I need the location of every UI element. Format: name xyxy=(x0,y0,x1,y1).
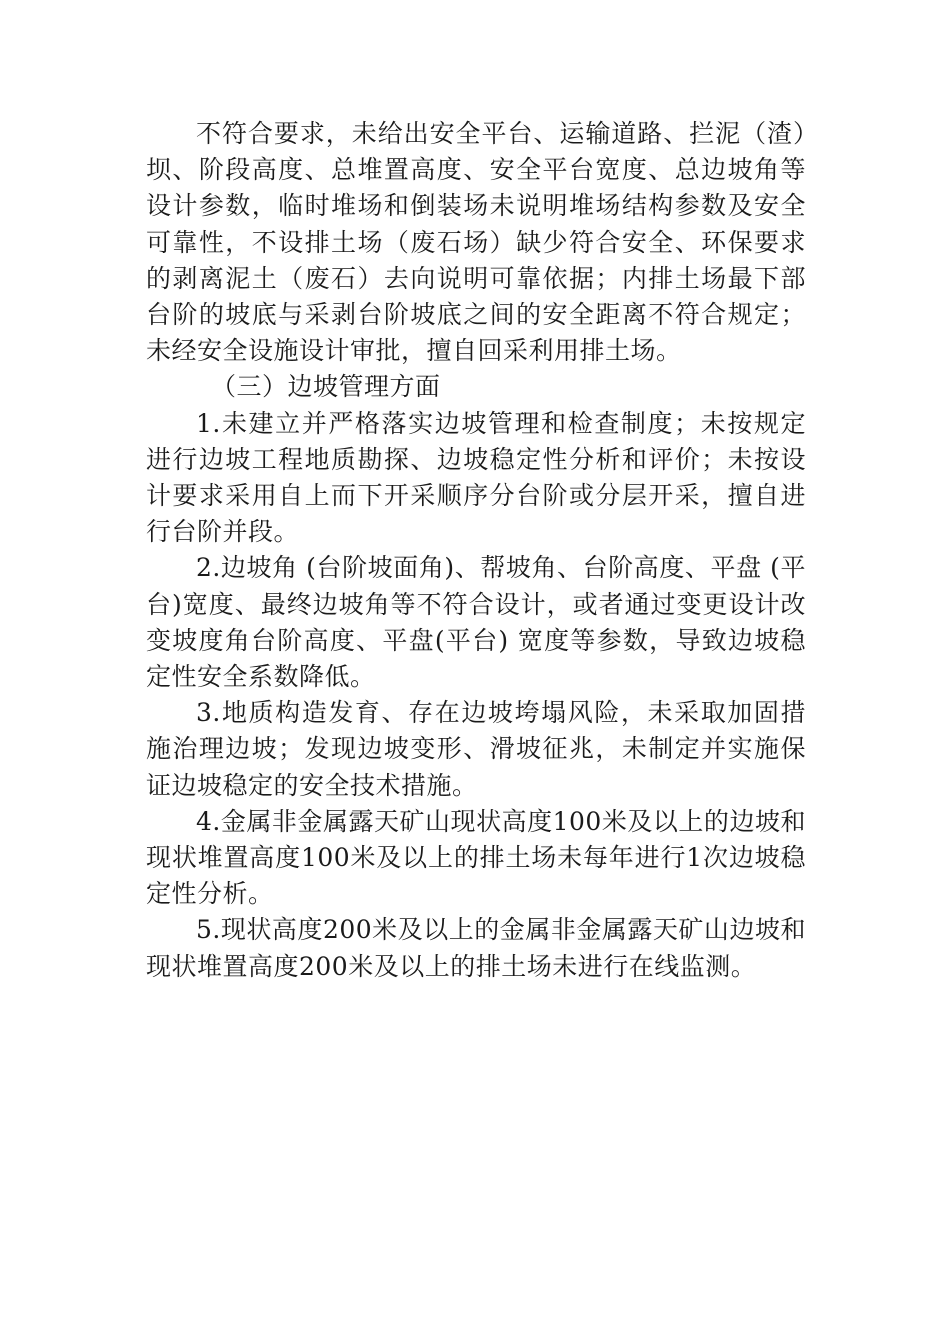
paragraph-item-1: 1.未建立并严格落实边坡管理和检查制度；未按规定进行边坡工程地质勘探、边坡稳定性分析和评价；未按设计要求采用自上而下开采顺序分台阶或分层开采，擅自进行台阶并段。 xyxy=(146,408,806,547)
paragraph-item-3: 3.地质构造发育、存在边坡垮塌风险，未采取加固措施治理边坡；发现边坡变形、滑坡征兆，未制定并实施保证边坡稳定的安全技术措施。 xyxy=(146,698,806,800)
paragraph-item-5: 5.现状高度200米及以上的金属非金属露天矿山边坡和现状堆置高度200米及以上的排土场未进行在线监测。 xyxy=(146,915,806,981)
paragraph-item-4: 4.金属非金属露天矿山现状高度100米及以上的边坡和现状堆置高度100米及以上的排土场未每年进行1次边坡稳定性分析。 xyxy=(146,806,806,909)
paragraph-continuation: 不符合要求，未给出安全平台、运输道路、拦泥（渣）坝、阶段高度、总堆置高度、安全平台宽度、总边坡角等设计参数，临时堆场和倒装场未说明堆场结构参数及安全可靠性，不设排土场（废石场）缺少符合安全、环保要求的剥离泥土（废石）去向说明可靠依据；内排土场最下部台阶的坡底与采剥台阶坡底之间的安全距离不符合规定；未经安全设施设计审批，擅自回采利用排土场。 xyxy=(146,119,806,366)
document-page xyxy=(146,116,806,985)
section-heading: （三）边坡管理方面 xyxy=(211,372,441,402)
paragraph-item-2: 2.边坡角 (台阶坡面角)、帮坡角、台阶高度、平盘 (平台)宽度、最终边坡角等不符合设计，或者通过变更设计改变坡度角台阶高度、平盘(平台) 宽度等参数，导致边坡稳定性安全系数降低。 xyxy=(146,553,806,692)
